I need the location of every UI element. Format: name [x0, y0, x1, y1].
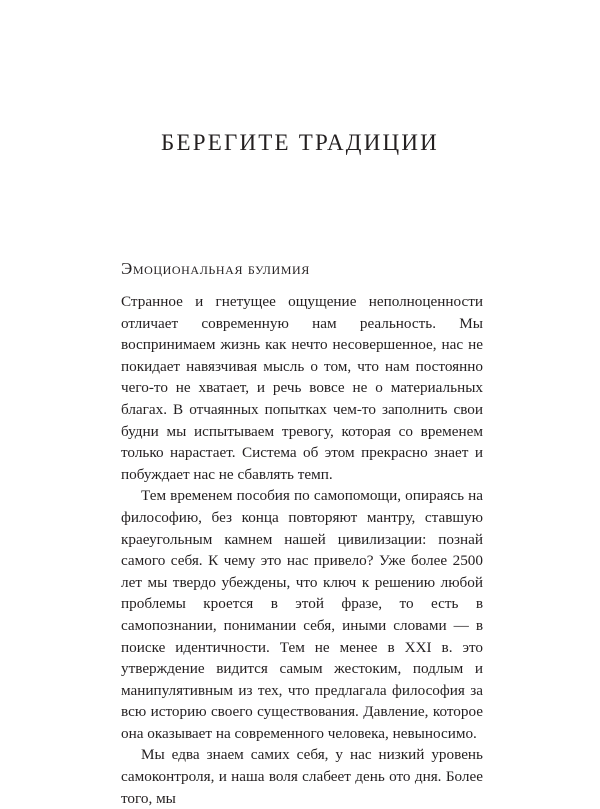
section-heading: Эмоциональная булимия	[121, 259, 310, 278]
paragraph-3: Мы едва знаем самих себя, у нас низкий уровень самоконтроля, и наша воля слабеет день ото дня. Более того, мы	[121, 746, 483, 807]
paragraph-1: Странное и гнетущее ощущение неполноценности отличает современную нам реальность. Мы воспринимаем жизнь как нечто несовершенное, нас не покидает навязчивая мысль о том, что нам постоянно чего-то не хватает, и речь вовсе не о материальных благах. В отчаянных попытках чем-то заполнить свои будни мы испытываем тревогу, которая со временем только нарастает. Система об этом прекрасно знает и побуждает нас не сбавлять темп.	[121, 293, 483, 483]
body-text	[121, 291, 483, 809]
chapter-title: БЕРЕГИТЕ ТРАДИЦИИ	[161, 130, 439, 155]
paragraph-2: Тем временем пособия по самопомощи, опираясь на философию, без конца повторяют мантру, ставшую краеугольным камнем нашей цивилизации: познай самого себя. К чему это нас привело? Уже более 2500 лет мы твердо убеждены, что ключ к решению любой проблемы кроется в этой фразе, то есть в самопознании, понимании себя, иными словами — в поиске идентичности. Тем не менее в XXI в. это утверждение видится самым жестоким, подлым и манипулятивным из тех, что предлагала философия за всю историю своего существования. Давление, которое она оказывает на современного человека, невыносимо.	[121, 487, 483, 742]
